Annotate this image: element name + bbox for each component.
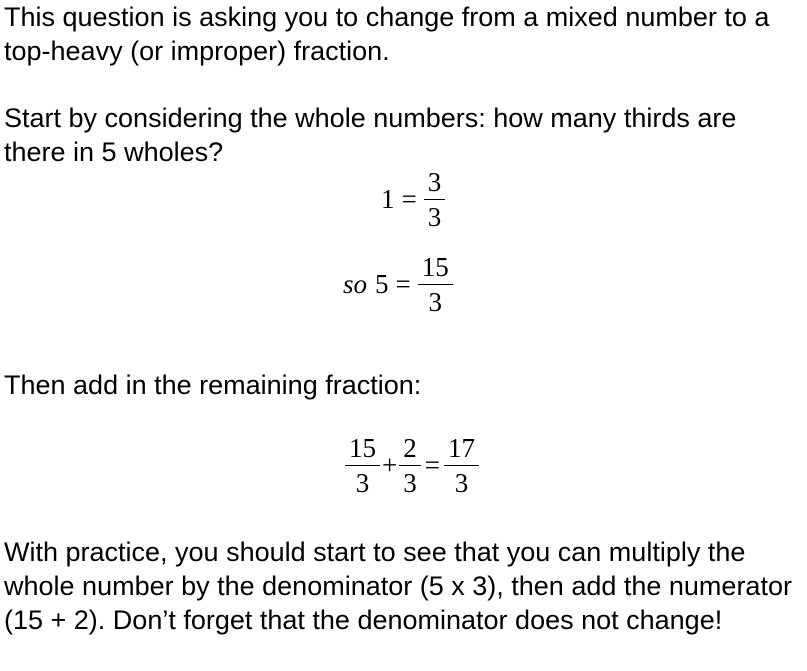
eq1-numerator: 3 [424, 167, 446, 200]
eq3-first-denominator: 3 [355, 468, 370, 498]
eq3-second-numerator: 2 [399, 433, 421, 466]
eq1-equals-sign: = [401, 184, 417, 214]
whole-numbers-paragraph: Start by considering the whole numbers: how many thirds are there in 5 wholes? [4, 103, 737, 167]
eq3-second-denominator: 3 [403, 468, 417, 498]
eq2-equals-sign: = [395, 269, 411, 299]
equation-five-equals-fifteen-thirds [343, 252, 453, 317]
eq1-lhs: 1 [381, 184, 395, 214]
eq3-plus-sign: + [382, 450, 398, 480]
equation-one-equals-three-thirds [381, 167, 445, 232]
eq3-equals-sign: = [424, 450, 440, 480]
eq3-second-fraction [399, 433, 421, 498]
eq3-result-denominator: 3 [454, 468, 469, 498]
equation-sum-of-fractions [345, 433, 479, 498]
eq2-numerator: 15 [418, 252, 453, 285]
eq3-first-fraction [345, 433, 380, 498]
eq2-denominator: 3 [428, 287, 442, 317]
eq3-result-numerator: 17 [444, 433, 479, 466]
eq1-denominator: 3 [427, 202, 442, 232]
eq2-lhs: 5 [375, 269, 389, 299]
eq3-result-fraction [444, 433, 479, 498]
eq3-first-numerator: 15 [345, 433, 380, 466]
intro-paragraph: This question is asking you to change from a mixed number to a top-heavy (or improper) fraction. [4, 2, 770, 66]
practice-tip-paragraph: With practice, you should start to see that you can multiply the whole number by the denominator (5 x 3), then add the numerator (15 + 2). Don’t forget that the denominator does not change! [4, 537, 792, 635]
eq2-fraction [418, 252, 453, 317]
remaining-fraction-paragraph: Then add in the remaining fraction: [4, 370, 422, 400]
eq2-prefix: so [343, 269, 368, 299]
eq1-fraction [424, 167, 446, 232]
